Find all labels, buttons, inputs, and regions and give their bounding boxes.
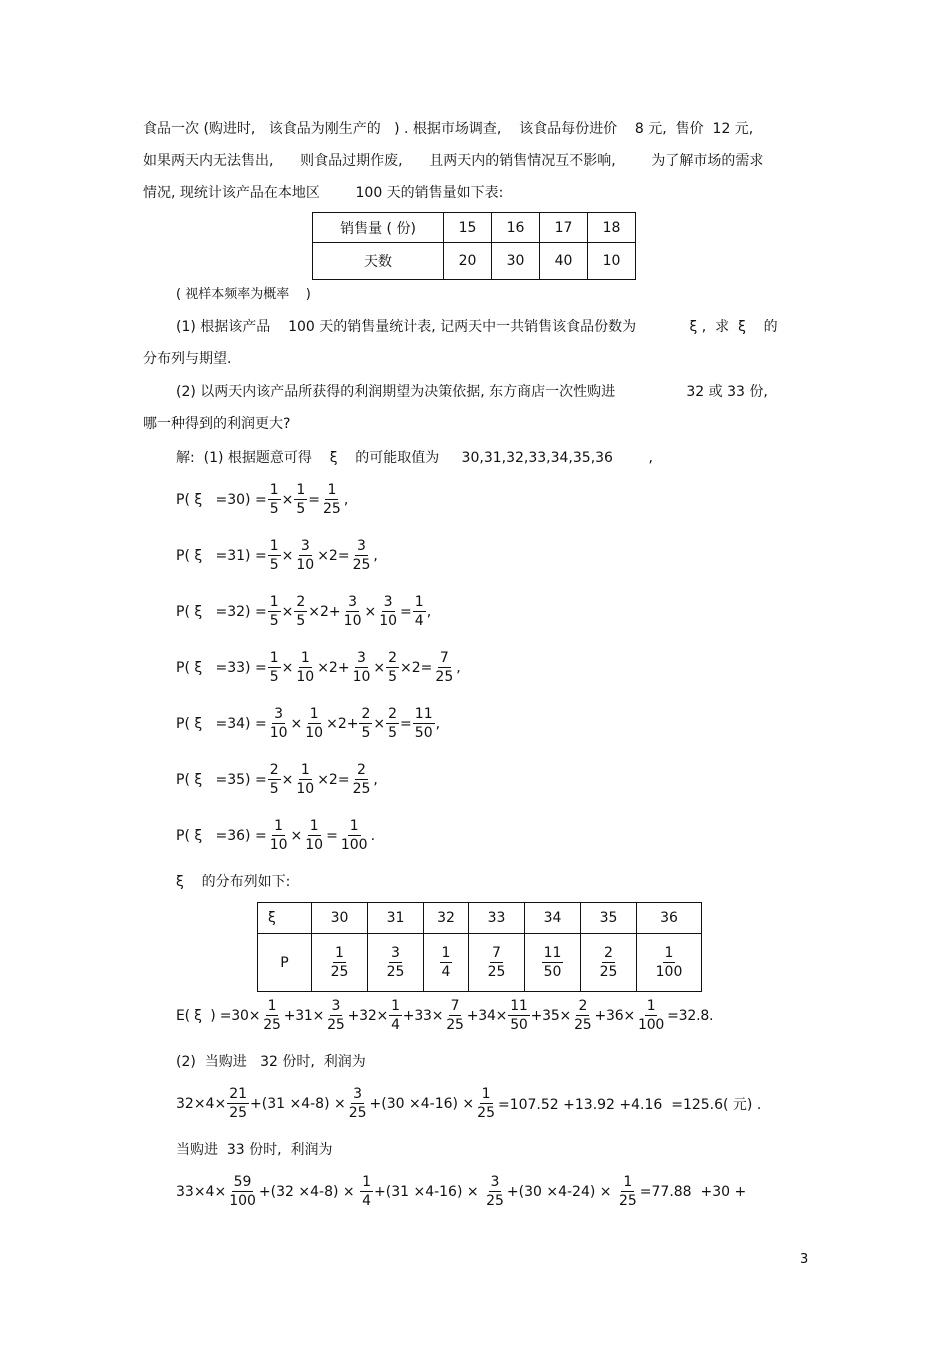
table-cell: $\frac{7}{25}$: [469, 934, 525, 992]
fraction: $\frac{2}{5}$: [388, 650, 398, 685]
note: ( 视样本频率为概率 ): [176, 287, 311, 302]
page-number: 3: [800, 1252, 809, 1267]
fraction: $\frac{7}{25}$: [435, 650, 454, 685]
table-cell: $\frac{1}{25}$: [312, 934, 368, 992]
part-33-title: 当购进 33 份时, 利润为: [176, 1142, 333, 1158]
prob-34-equation: P( ξ =34) = $\frac{3}{10}$ × $\frac{1}{10}$ ×2+ $\frac{2}{5}$ × $\frac{2}{5}$ = $\frac{11}{50}$ ,: [176, 706, 441, 741]
intro-line-2: 如果两天内无法售出, 则食品过期作废, 且两天内的销售情况互不影响, 为了解市场的需求: [143, 153, 764, 169]
table-cell: $\frac{2}{25}$: [581, 934, 637, 992]
fraction: $\frac{2}{25}$: [352, 762, 371, 797]
question-2-line-1: (2) 以两天内该产品所获得的利润期望为决策依据, 东方商店一次性购进 32 或 33 份,: [176, 384, 768, 400]
intro-line-1: 食品一次 (购进时, 该食品为刚生产的 ) . 根据市场调查, 该食品每份进价 8 元, 售价 12 元,: [143, 121, 754, 137]
table-cell: 34: [525, 903, 581, 934]
table-cell: $\frac{3}{25}$: [368, 934, 424, 992]
table-cell: $\frac{11}{50}$: [525, 934, 581, 992]
fraction: $\frac{11}{50}$: [414, 706, 433, 741]
eq-lhs: P( ξ =32) =: [176, 603, 267, 620]
dist-xi-label: ξ: [258, 903, 312, 934]
table-cell: 36: [637, 903, 702, 934]
fraction: $\frac{3}{10}$: [343, 594, 362, 629]
table-cell: 30: [312, 903, 368, 934]
table-cell: $\frac{1}{100}$: [637, 934, 702, 992]
prob-35-equation: P( ξ =35) = $\frac{2}{5}$ × $\frac{1}{10}$ ×2= $\frac{2}{25}$ ,: [176, 762, 378, 797]
fraction: $\frac{1}{10}$: [296, 650, 315, 685]
question-1-line-1: (1) 根据该产品 100 天的销售量统计表, 记两天中一共销售该食品份数为 ξ , 求 ξ 的: [176, 319, 778, 335]
fraction: $\frac{2}{5}$: [296, 594, 306, 629]
table-cell: 32: [424, 903, 469, 934]
fraction: $\frac{3}{10}$: [379, 594, 398, 629]
fraction: $\frac{1}{25}$: [323, 482, 341, 517]
fraction: $\frac{1}{5}$: [269, 594, 279, 629]
question-2-line-2: 哪一种得到的利润更大?: [143, 416, 291, 432]
fraction: $\frac{1}{4}$: [414, 594, 424, 629]
eq-lhs: P( ξ =31) =: [176, 547, 267, 564]
prob-36-equation: P( ξ =36) = $\frac{1}{10}$ × $\frac{1}{10}$ = $\frac{1}{100}$ .: [176, 818, 376, 853]
fraction: $\frac{3}{10}$: [296, 538, 315, 573]
table-cell: 33: [469, 903, 525, 934]
prob-32-equation: P( ξ =32) = $\frac{1}{5}$ × $\frac{2}{5}$ ×2+ $\frac{3}{10}$ × $\frac{3}{10}$ = $\frac{1}{4}$ ,: [176, 594, 432, 629]
eq-lhs: P( ξ =33) =: [176, 659, 267, 676]
expectation-equation: E( ξ ) =30× $\frac{1}{25}$ +31× $\frac{3}{25}$ +32× $\frac{1}{4}$ +33× $\frac{7}{25}$ +34× $\frac{11}{50}$ +35× $\frac{2}{25}$ +36× $\frac{1}{100}$ =32.8.: [176, 998, 714, 1033]
fraction: $\frac{2}{5}$: [361, 706, 371, 741]
distribution-title: ξ 的分布列如下:: [176, 874, 291, 890]
profit-33-equation: 33×4× $\frac{59}{100}$ +(32 ×4-8) × $\frac{1}{4}$ +(31 ×4-16) × $\frac{3}{25}$ +(30 ×4-24) × $\frac{1}{25}$ =77.88 +30 +: [176, 1174, 747, 1209]
fraction: $\frac{1}{5}$: [269, 538, 279, 573]
fraction: $\frac{1}{5}$: [269, 482, 279, 517]
fraction: $\frac{1}{5}$: [296, 482, 306, 517]
table-cell: 20: [444, 243, 492, 280]
fraction: $\frac{1}{10}$: [296, 762, 315, 797]
eq-lhs: P( ξ =35) =: [176, 771, 267, 788]
prob-30-equation: P( ξ =30) = $\frac{1}{5}$ × $\frac{1}{5}$ = $\frac{1}{25}$ ,: [176, 482, 349, 517]
profit-32-equation: 32×4× $\frac{21}{25}$ +(31 ×4-8) × $\frac{3}{25}$ +(30 ×4-16) × $\frac{1}{25}$ =107.52 +13.92 +4.16 =125.6( 元) .: [176, 1086, 762, 1121]
table-cell: 35: [581, 903, 637, 934]
sales-table: [312, 212, 636, 280]
table-cell: 18: [588, 213, 636, 243]
fraction: $\frac{1}{100}$: [340, 818, 368, 853]
prob-31-equation: P( ξ =31) = $\frac{1}{5}$ × $\frac{3}{10}$ ×2= $\frac{3}{25}$ ,: [176, 538, 378, 573]
question-1-line-2: 分布列与期望.: [143, 351, 232, 367]
table-cell: 40: [540, 243, 588, 280]
table-cell: 15: [444, 213, 492, 243]
solution-intro: 解: (1) 根据题意可得 ξ 的可能取值为 30,31,32,33,34,35,36 ,: [176, 450, 654, 466]
table-cell: 30: [492, 243, 540, 280]
part-2-title: (2) 当购进 32 份时, 利润为: [176, 1054, 366, 1070]
table-cell: 17: [540, 213, 588, 243]
eq-lhs: P( ξ =34) =: [176, 715, 267, 732]
prob-33-equation: P( ξ =33) = $\frac{1}{5}$ × $\frac{1}{10}$ ×2+ $\frac{3}{10}$ × $\frac{2}{5}$ ×2= $\frac{7}{25}$ ,: [176, 650, 461, 685]
fraction: $\frac{1}{10}$: [269, 818, 288, 853]
distribution-table: [257, 902, 702, 992]
fraction: $\frac{3}{25}$: [352, 538, 371, 573]
eq-lhs: P( ξ =36) =: [176, 827, 267, 844]
fraction: $\frac{3}{10}$: [352, 650, 371, 685]
dist-p-label: P: [258, 934, 312, 992]
table-cell: 16: [492, 213, 540, 243]
intro-line-3: 情况, 现统计该产品在本地区 100 天的销售量如下表:: [143, 185, 504, 201]
fraction: $\frac{1}{10}$: [305, 706, 324, 741]
sales-table-header: 销售量 ( 份): [313, 213, 444, 243]
table-cell: 31: [368, 903, 424, 934]
eq-lhs: P( ξ =30) =: [176, 491, 267, 508]
sales-table-row-label: 天数: [313, 243, 444, 280]
table-cell: 10: [588, 243, 636, 280]
fraction: $\frac{1}{10}$: [305, 818, 324, 853]
table-cell: $\frac{1}{4}$: [424, 934, 469, 992]
fraction: $\frac{3}{10}$: [269, 706, 288, 741]
fraction: $\frac{2}{5}$: [388, 706, 398, 741]
fraction: $\frac{1}{5}$: [269, 650, 279, 685]
fraction: $\frac{2}{5}$: [269, 762, 279, 797]
